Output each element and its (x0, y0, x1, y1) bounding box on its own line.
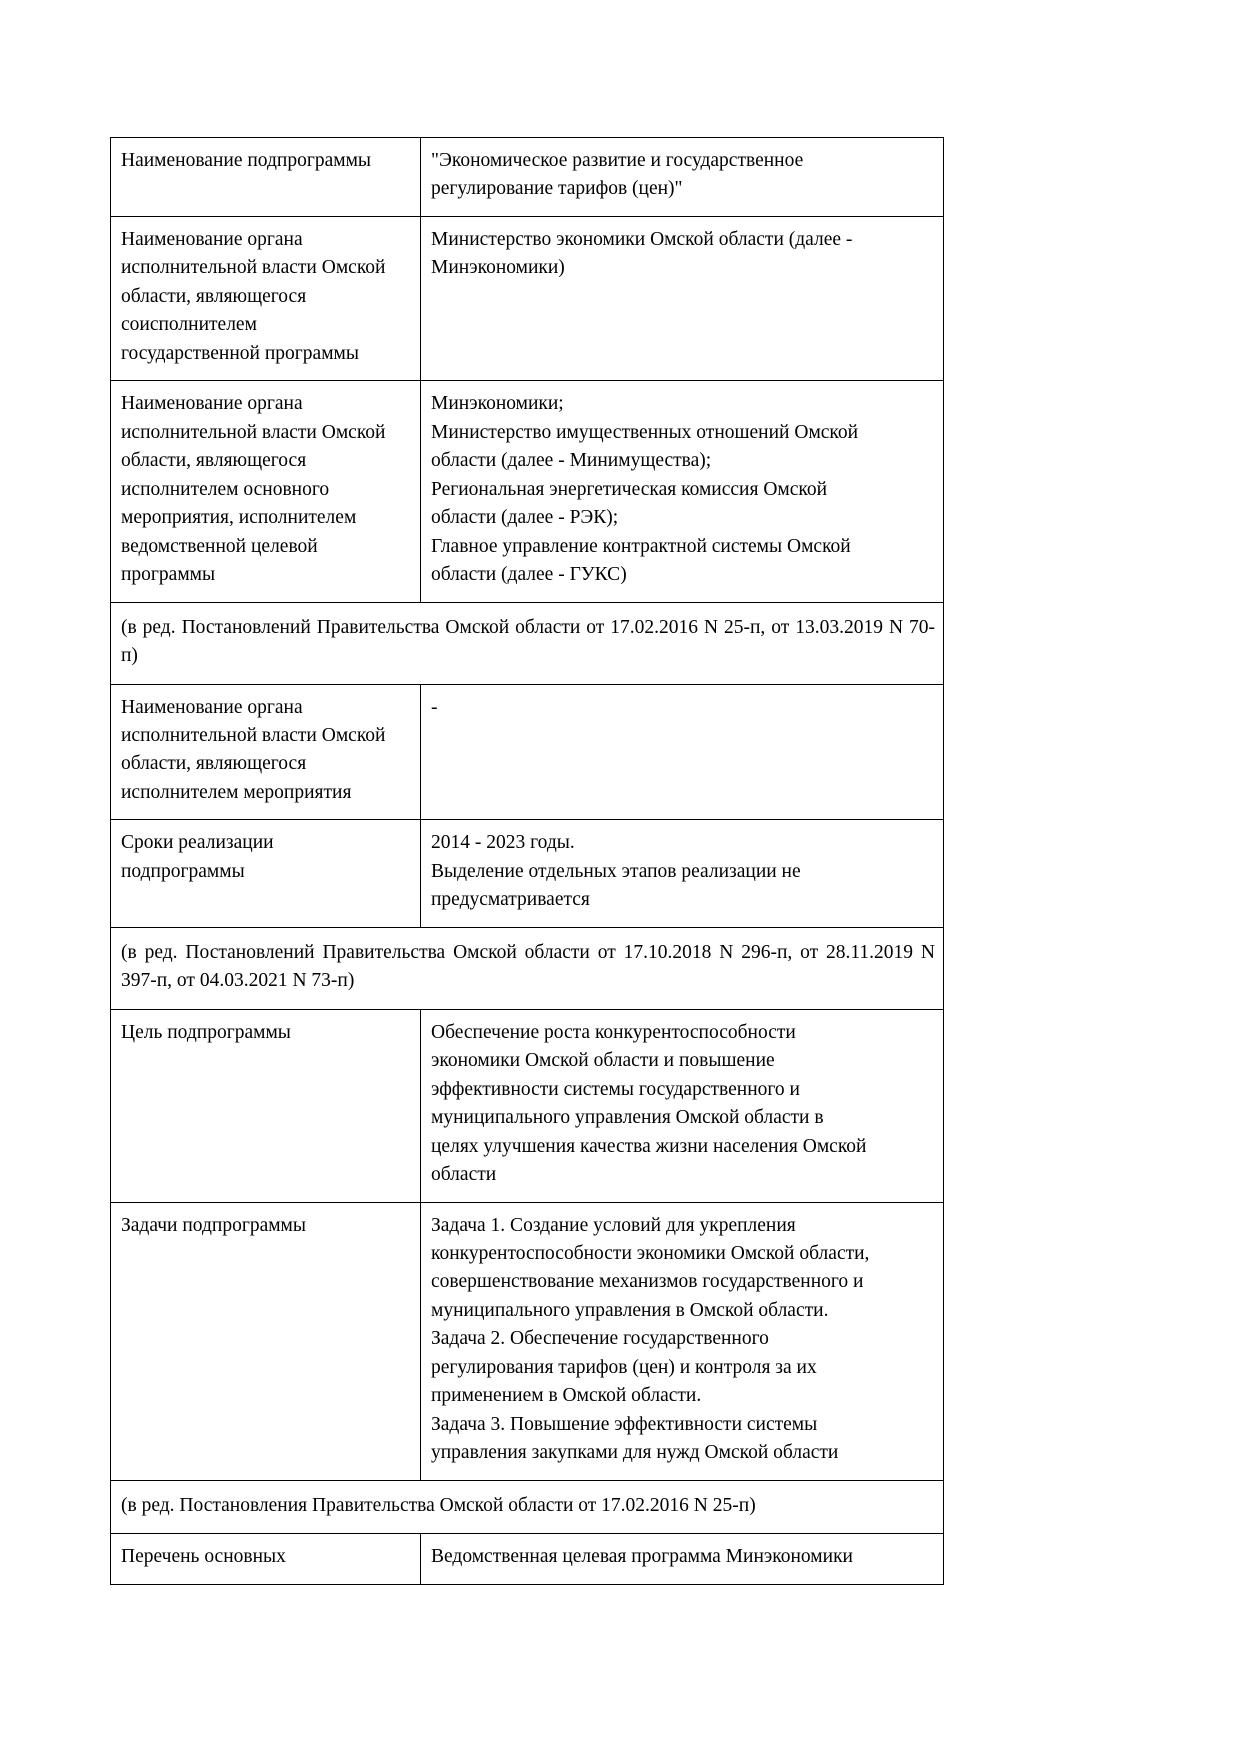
label-line: Цель подпрограммы (121, 1021, 291, 1043)
value-line: области (431, 1164, 497, 1186)
label-line: исполнительной власти Омской (121, 724, 386, 746)
label-line: области, являющегося (121, 753, 307, 775)
value-line: Задача 1. Создание условий для укрепления (431, 1214, 796, 1236)
row-value-cell (421, 216, 944, 380)
value-line: 2014 - 2023 годы. (431, 832, 575, 854)
value-line: Минэкономики) (431, 257, 565, 279)
value-line: Обеспечение роста конкурентоспособности (431, 1021, 796, 1043)
table-row (111, 1009, 944, 1202)
value-line: - (431, 696, 438, 718)
value-line: Ведомственная целевая программа Минэкономики (431, 1546, 853, 1568)
label-line: государственной программы (121, 342, 359, 364)
value-line: области (далее - Минимущества); (431, 450, 712, 472)
label-line: ведомственной целевой (121, 535, 318, 557)
label-line: Наименование органа (121, 393, 303, 415)
value-line: управления закупками для нужд Омской области (431, 1442, 839, 1464)
value-line: целях улучшения качества жизни населения Омской (431, 1135, 867, 1157)
value-line: регулирования тарифов (цен) и контроля за их (431, 1356, 817, 1378)
label-line: области, являющегося (121, 450, 307, 472)
row-value-cell (421, 820, 944, 927)
label-line: Задачи подпрограммы (121, 1214, 307, 1236)
value-line: Главное управление контрактной системы Омской (431, 535, 851, 557)
value-line: экономики Омской области и повышение (431, 1050, 775, 1072)
value-line: Выделение отдельных этапов реализации не (431, 860, 801, 882)
label-line: исполнителем мероприятия (121, 781, 352, 803)
value-line: Задача 3. Повышение эффективности системы (431, 1413, 818, 1435)
amendment-note: (в ред. Постановления Правительства Омской области от 17.02.2016 N 25-п) (111, 1480, 944, 1533)
table-row (111, 138, 944, 217)
table-row (111, 381, 944, 602)
value-line: предусматривается (431, 889, 590, 911)
row-label-cell (111, 684, 421, 820)
label-line: исполнителем основного (121, 478, 330, 500)
value-line: Задача 2. Обеспечение государственного (431, 1328, 769, 1350)
label-line: области, являющегося (121, 285, 307, 307)
amendment-note: (в ред. Постановлений Правительства Омской области от 17.02.2016 N 25-п, от 13.03.2019 N 70-п) (111, 602, 944, 684)
label-line: Сроки реализации (121, 832, 274, 854)
label-line: программы (121, 564, 216, 586)
value-line: муниципального управления в Омской области. (431, 1299, 829, 1321)
value-line: эффективности системы государственного и (431, 1078, 800, 1100)
value-line: совершенствование механизмов государственного и (431, 1271, 864, 1293)
label-line: подпрограммы (121, 860, 245, 882)
table-body (111, 138, 944, 1585)
table-row (111, 1534, 944, 1584)
label-line: соисполнителем (121, 314, 257, 336)
value-line: регулирование тарифов (цен)" (431, 178, 683, 200)
amendment-row (111, 927, 944, 1009)
row-value-cell (421, 138, 944, 217)
value-line: Министерство имущественных отношений Омской (431, 421, 859, 443)
label-line: Наименование подпрограммы (121, 150, 372, 171)
row-value-cell (421, 1534, 944, 1584)
value-line: применением в Омской области. (431, 1385, 702, 1407)
row-value-cell (421, 381, 944, 602)
row-label-cell (111, 1009, 421, 1202)
label-line: исполнительной власти Омской (121, 257, 386, 279)
row-label-cell (111, 1202, 421, 1480)
value-line: области (далее - ГУКС) (431, 564, 627, 586)
value-line: муниципального управления Омской области в (431, 1107, 824, 1129)
value-line: "Экономическое развитие и государственное (431, 150, 804, 171)
subprogram-passport-table (110, 137, 944, 1585)
value-line: Министерство экономики Омской области (далее - (431, 228, 853, 250)
table-row (111, 684, 944, 820)
amendment-row (111, 602, 944, 684)
row-value-cell (421, 1009, 944, 1202)
value-line: Региональная энергетическая комиссия Омской (431, 478, 828, 500)
row-label-cell (111, 381, 421, 602)
amendment-note: (в ред. Постановлений Правительства Омской области от 17.10.2018 N 296-п, от 28.11.2019 N 397-п, от 04.03.2021 N 73-п) (111, 927, 944, 1009)
row-label-cell (111, 1534, 421, 1584)
value-line: Минэкономики; (431, 393, 564, 415)
label-line: Наименование органа (121, 228, 303, 250)
label-line: исполнительной власти Омской (121, 421, 386, 443)
row-label-cell (111, 138, 421, 217)
label-line: Наименование органа (121, 696, 303, 718)
label-line: Перечень основных (121, 1546, 286, 1568)
value-line: области (далее - РЭК); (431, 507, 619, 529)
amendment-row (111, 1480, 944, 1533)
table-row (111, 216, 944, 380)
row-value-cell (421, 684, 944, 820)
row-label-cell (111, 216, 421, 380)
row-value-cell (421, 1202, 944, 1480)
value-line: конкурентоспособности экономики Омской области, (431, 1243, 870, 1264)
row-label-cell (111, 820, 421, 927)
label-line: мероприятия, исполнителем (121, 507, 357, 529)
table-row (111, 1202, 944, 1480)
table-row (111, 820, 944, 927)
